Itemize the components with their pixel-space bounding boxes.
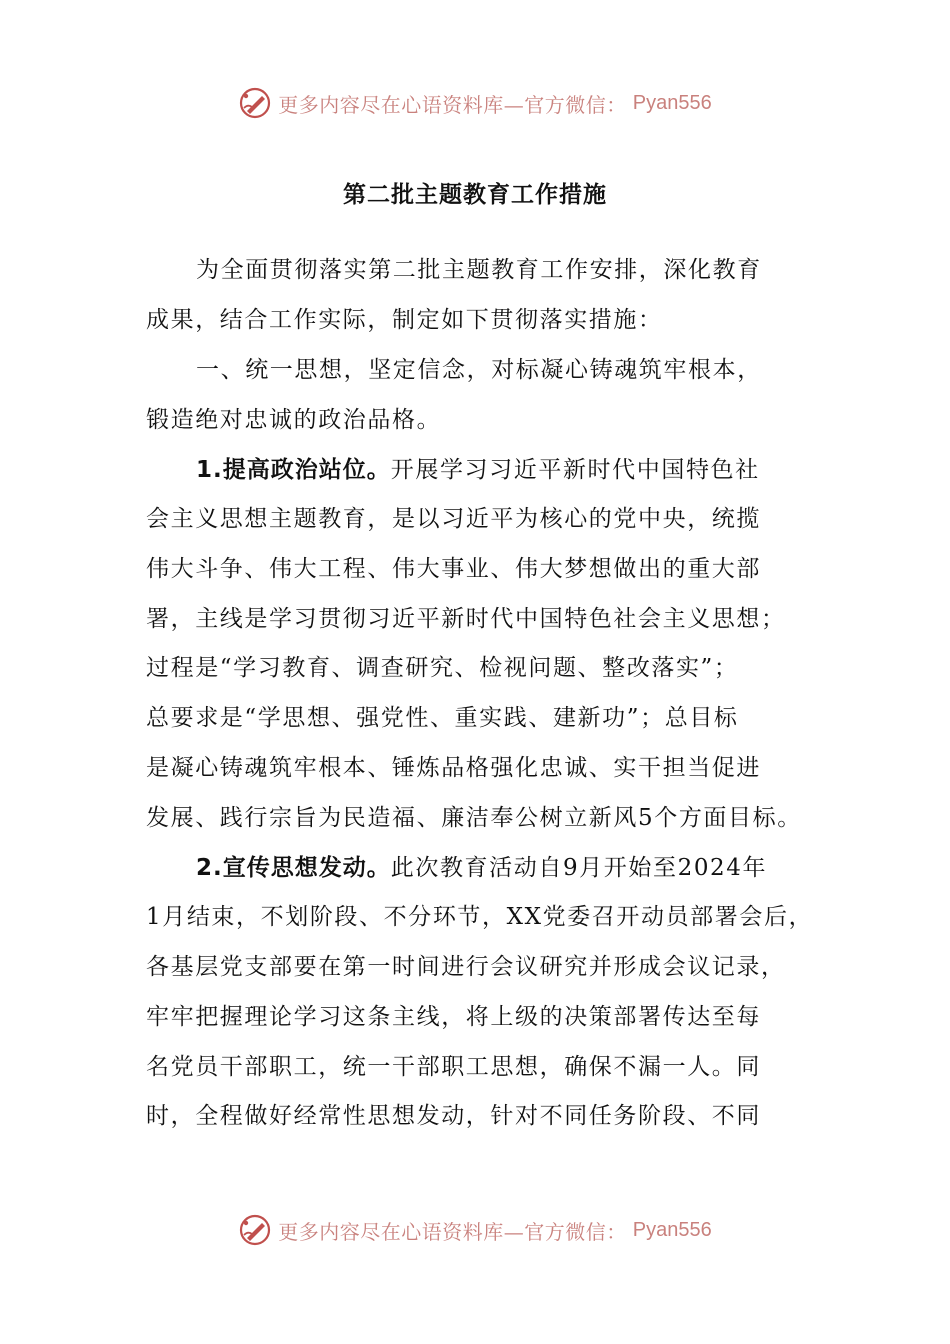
watermark-text: 更多内容尽在心语资料库—官方微信： — [278, 92, 627, 117]
paragraph-line: 是凝心铸魂筑牢根本、锤炼品格强化忠诚、实干担当促进 — [146, 755, 761, 781]
paragraph-text: 开展学习习近平新时代中国特色社 — [390, 457, 760, 483]
paragraph-line: 过程是“学习教育、调查研究、检视问题、整改落实”； — [146, 655, 739, 681]
section-heading-line: 锻造绝对忠诚的政治品格。 — [146, 407, 442, 433]
watermark-wechat-id: Pyan556 — [632, 91, 712, 114]
paragraph-line: 为全面贯彻落实第二批主题教育工作安排，深化教育 — [196, 257, 762, 283]
header-watermark — [0, 81, 950, 125]
paragraph-line: 会主义思想主题教育，是以习近平为核心的党中央，统揽 — [146, 506, 761, 532]
document-title: 第二批主题教育工作措施 — [343, 182, 607, 208]
paragraph-text: 此次教育活动自9月开始至2024年 — [390, 855, 768, 881]
footer-watermark — [0, 1208, 950, 1252]
paragraph-line: 名党员干部职工，统一干部职工思想，确保不漏一人。同 — [146, 1054, 761, 1080]
paragraph-line: 伟大斗争、伟大工程、伟大事业、伟大梦想做出的重大部 — [146, 556, 761, 582]
watermark-text: 更多内容尽在心语资料库—官方微信： — [278, 1219, 627, 1244]
pen-logo-icon — [238, 86, 272, 120]
paragraph-line: 1月结束，不划阶段、不分环节，XX党委召开动员部署会后， — [146, 904, 814, 930]
paragraph-line: 各基层党支部要在第一时间进行会议研究并形成会议记录， — [146, 954, 786, 980]
section-heading-line: 一、统一思想，坚定信念，对标凝心铸魂筑牢根本， — [196, 357, 762, 383]
paragraph-line: 发展、践行宗旨为民造福、廉洁奉公树立新风5个方面目标。 — [146, 805, 802, 831]
paragraph-line: 成果，结合工作实际，制定如下贯彻落实措施： — [146, 307, 663, 333]
paragraph-line: 总要求是“学思想、强党性、重实践、建新功”；总目标 — [146, 705, 739, 731]
watermark-wechat-id: Pyan556 — [632, 1218, 712, 1241]
pen-logo-icon — [238, 1213, 272, 1247]
paragraph-line: 牢牢把握理论学习这条主线，将上级的决策部署传达至每 — [146, 1004, 761, 1030]
paragraph-line — [196, 450, 760, 490]
paragraph-line: 署，主线是学习贯彻习近平新时代中国特色社会主义思想； — [146, 606, 786, 632]
paragraph-line — [196, 848, 767, 888]
subheading-2: 2.宣传思想发动。 — [196, 855, 391, 881]
subheading-1: 1.提高政治站位。 — [196, 457, 391, 483]
paragraph-line: 时，全程做好经常性思想发动，针对不同任务阶段、不同 — [146, 1103, 761, 1129]
